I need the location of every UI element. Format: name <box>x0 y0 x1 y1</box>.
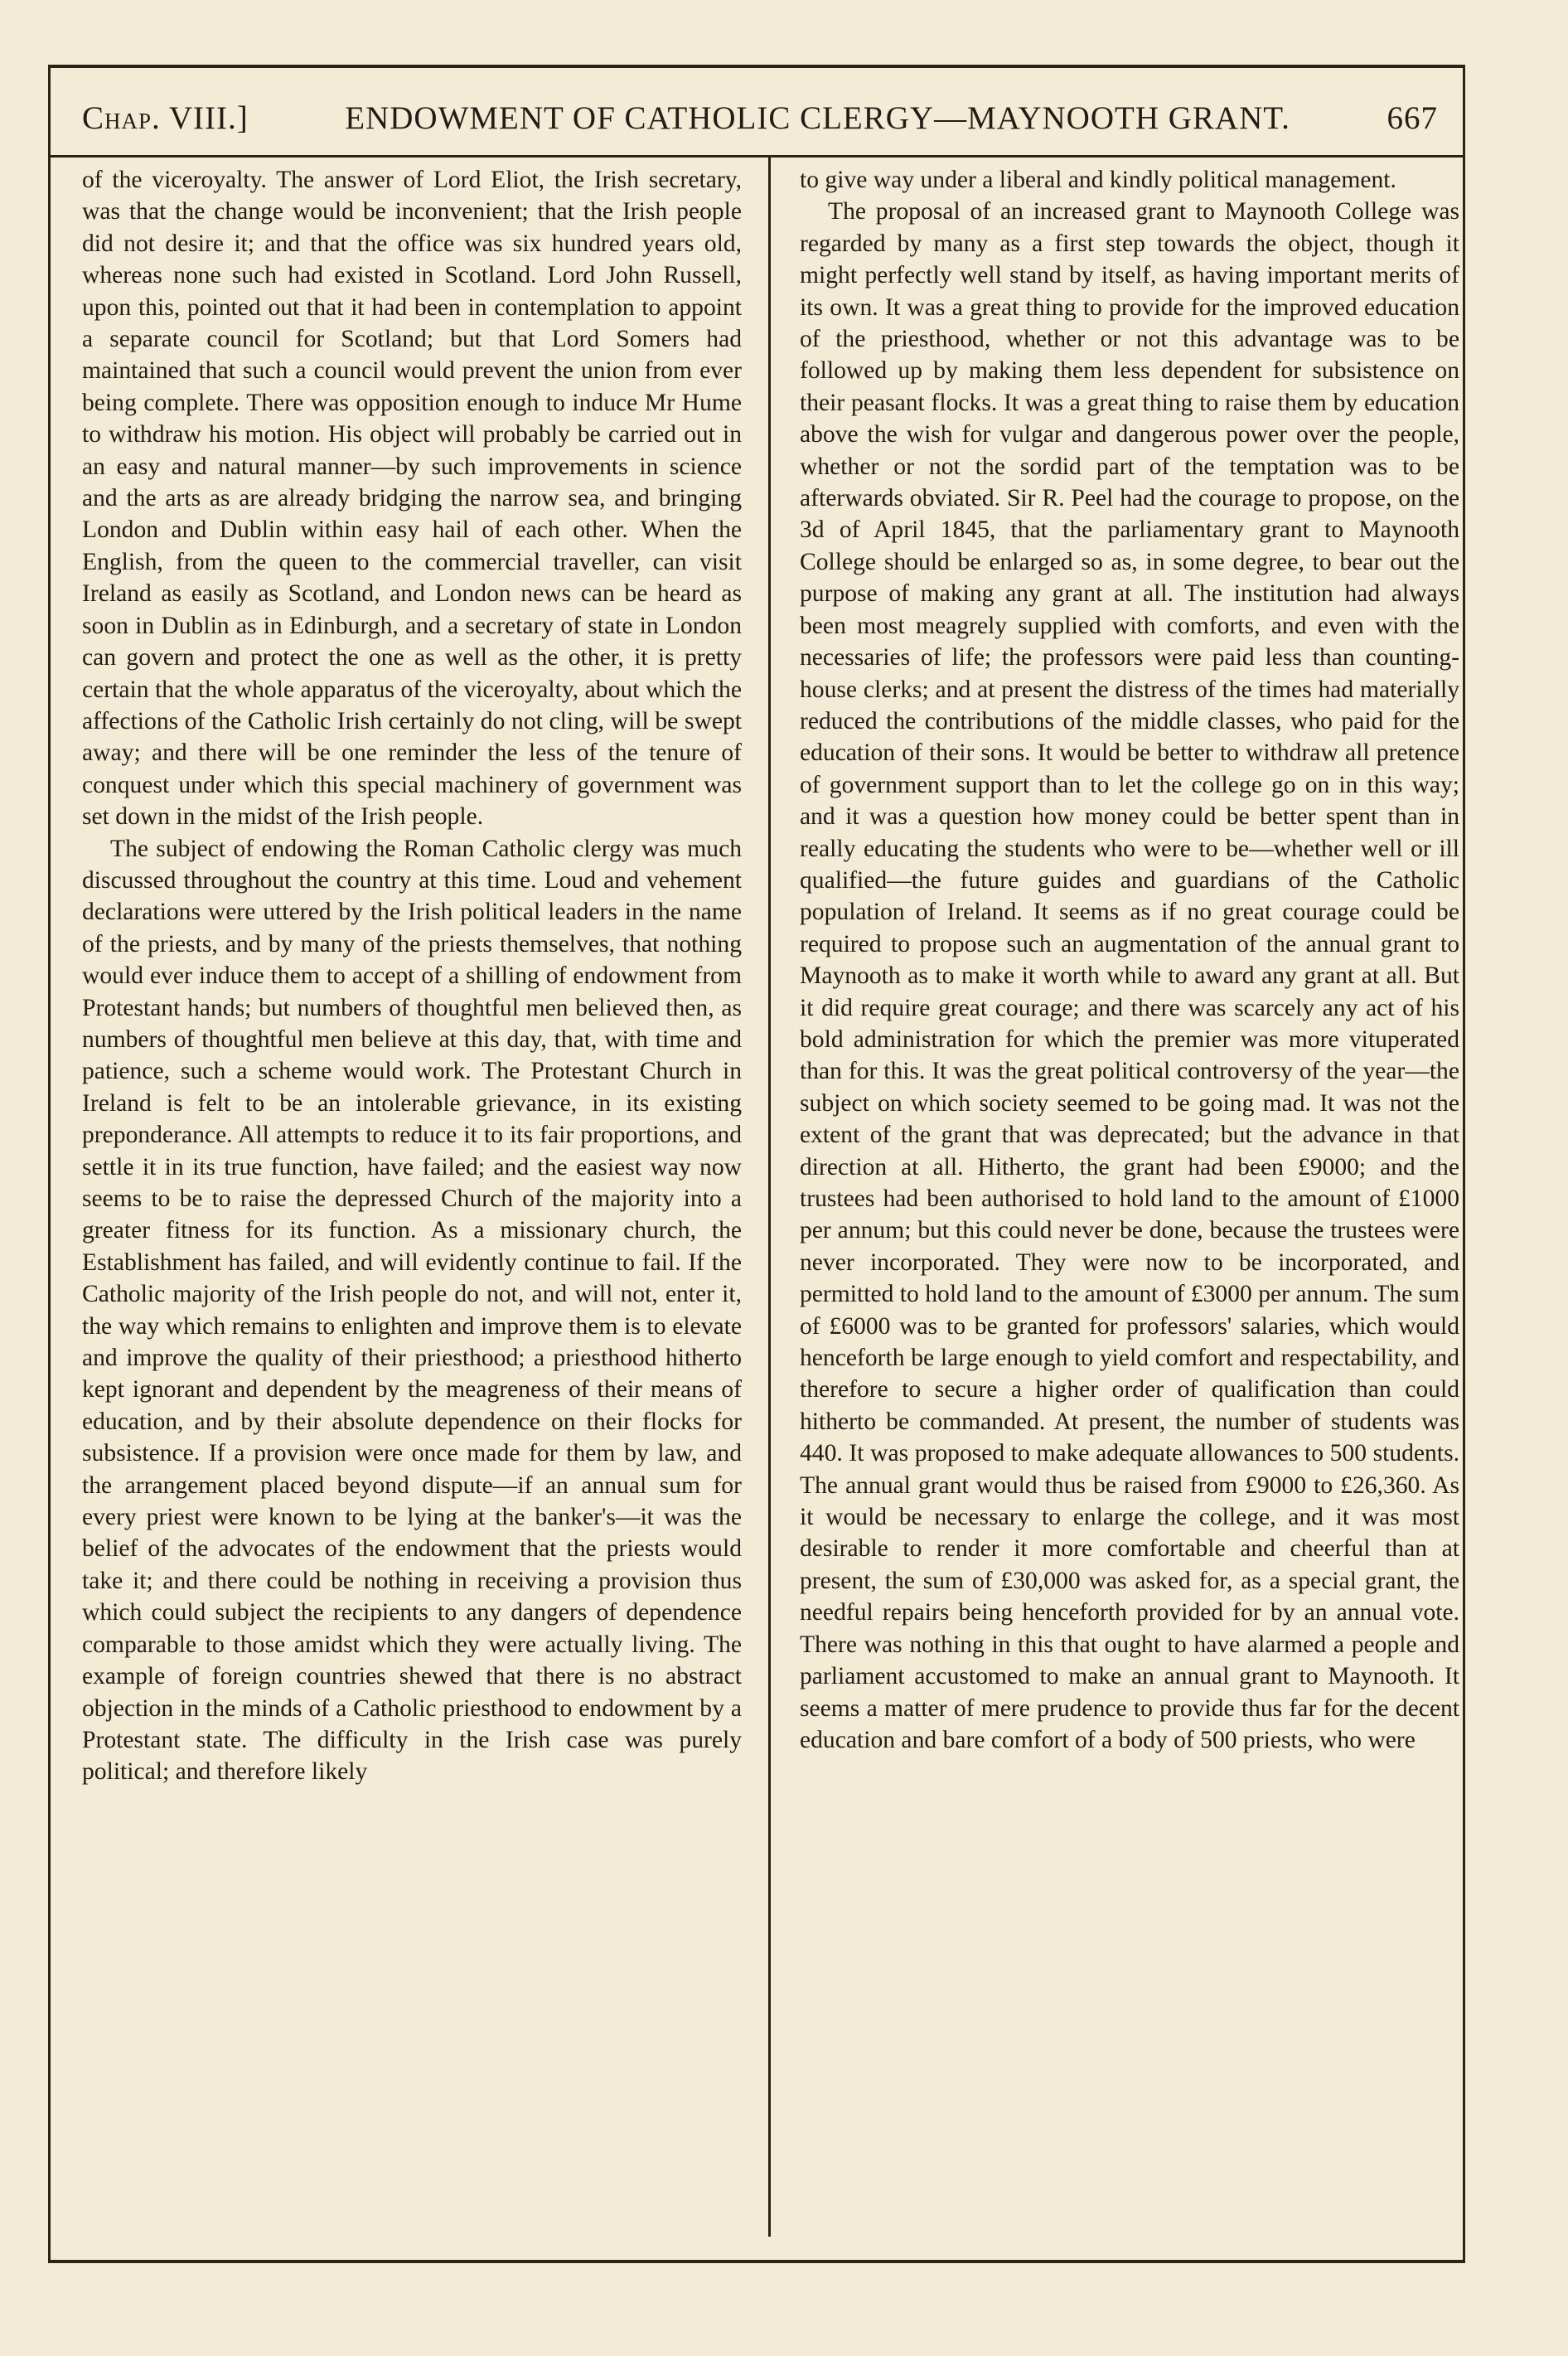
right-paragraph-1: to give way under a liberal and kindly political management. <box>800 167 1396 193</box>
left-column <box>82 164 742 1788</box>
left-paragraph-2: The subject of endowing the Roman Catholic clergy was much discussed throughout the country at this time. Loud and vehement declarations were uttered by the Irish political leaders in the name of the priests, and by many of the priests themselves, that nothing would ever induce them to accept of a shilling of endowment from Protestant hands; but numbers of thoughtful men believed then, as numbers of thoughtful men believe at this day, that, with time and patience, such a scheme would work. The Protestant Church in Ireland is felt to be an intolerable grievance, in its existing preponderance. All attempts to reduce it to its fair proportions, and settle it in its true function, have failed; and the easiest way now seems to be to raise the depressed Church of the majority into a greater fitness for its function. As a missionary church, the Establishment has failed, and will evidently continue to fail. If the Catholic majority of the Irish people do not, and will not, enter it, the way which remains to enlighten and improve them is to elevate and improve the quality of their priesthood; a priesthood hitherto kept ignorant and dependent by the meagreness of their means of education, and by their absolute dependence on their flocks for subsistence. If a provision were once made for them by law, and the arrangement placed beyond dispute—if an annual sum for every priest were known to be lying at the banker's—it was the belief of the advocates of the endowment that the priests would take it; and there could be nothing in receiving a provision thus which could subject the recipients to any dangers of dependence comparable to those amidst which they were actually living. The example of foreign countries shewed that there is no abstract objection in the minds of a Catholic priesthood to endowment by a Protestant state. The difficulty in the Irish case was purely political; and therefore likely <box>82 835 742 1786</box>
book-page <box>48 65 1465 2263</box>
left-paragraph-1: of the viceroyalty. The answer of Lord Eliot, the Irish secretary, was that the change would be inconvenient; that the Irish people did not desire it; and that the office was six hundred years old, whereas none such had existed in Scotland. Lord John Russell, upon this, pointed out that it had been in contemplation to appoint a separate council for Scotland; but that Lord Somers had maintained that such a council would prevent the union from ever being complete. There was opposition enough to induce Mr Hume to withdraw his motion. His object will probably be carried out in an easy and natural manner—by such improvements in science and the arts as are already bridging the narrow sea, and bringing London and Dublin within easy hail of each other. When the English, from the queen to the commercial traveller, can visit Ireland as easily as Scotland, and London news can be heard as soon in Dublin as in Edinburgh, and a secretary of state in London can govern and protect the one as well as the other, it is pretty certain that the whole apparatus of the viceroyalty, about which the affections of the Catholic Irish certainly do not cling, will be swept away; and there will be one reminder the less of the tenure of conquest under which this special machinery of government was set down in the midst of the Irish people. <box>82 167 742 831</box>
running-header <box>51 81 1463 158</box>
right-paragraph-2: The proposal of an increased grant to Maynooth College was regarded by many as a first step towards the object, though it might perfectly well stand by itself, as having important merits of its own. It was a great thing to provide for the improved education of the priesthood, whether or not this advantage was to be followed up by making them less dependent for subsistence on their peasant flocks. It was a great thing to raise them by education above the wish for vulgar and dangerous power over the people, whether or not the sordid part of the temptation was to be afterwards obviated. Sir R. Peel had the courage to propose, on the 3d of April 1845, that the parliamentary grant to Maynooth College should be enlarged so as, in some degree, to bear out the purpose of making any grant at all. The institution had always been most meagrely supplied with comforts, and even with the necessaries of life; the professors were paid less than counting-house clerks; and at present the distress of the times had materially reduced the contributions of the middle classes, who paid for the education of their sons. It would be better to withdraw all pretence of government support than to let the college go on in this way; and it was a question how money could be better spent than in really educating the students who were to be—whether well or ill qualified—the future guides and guardians of the Catholic population of Ireland. It seems as if no great courage could be required to propose such an augmentation of the annual grant to Maynooth as to make it worth while to award any grant at all. But it did require great courage; and there was scarcely any act of his bold administration for which the premier was more vituperated than for this. It was the great political controversy of the year—the subject on which society seemed to be going mad. It was not the extent of the grant that was deprecated; but the advance in that direction at all. Hitherto, the grant had been £9000; and the trustees had been authorised to hold land to the amount of £1000 per annum; but this could never be done, because the trustees were never incorporated. They were now to be incorporated, and permitted to hold land to the amount of £3000 per annum. The sum of £6000 was to be granted for professors' salaries, which would henceforth be large enough to yield comfort and respectability, and therefore to secure a higher order of qualification than could hitherto be commanded. At present, the number of students was 440. It was proposed to make adequate allowances to 500 students. The annual grant would thus be raised from £9000 to £26,360. As it would be necessary to enlarge the college, and it was most desirable to render it more comfortable and cheerful than at present, the sum of £30,000 was asked for, as a special grant, the needful repairs being henceforth provided for by an annual vote. There was nothing in this that ought to have alarmed a people and parliament accustomed to make an annual grant to Maynooth. It seems a matter of mere prudence to provide thus far for the decent education and bare comfort of a body of 500 priests, who were <box>800 198 1459 1753</box>
chapter-label <box>82 99 249 137</box>
page-title: ENDOWMENT OF CATHOLIC CLERGY—MAYNOOTH GRANT. <box>345 100 1290 136</box>
right-column <box>800 164 1459 1756</box>
page-number: 667 <box>1387 100 1438 136</box>
chapter-number: VIII.] <box>168 100 249 136</box>
chapter-prefix: Chap. <box>82 100 161 136</box>
column-divider <box>768 158 771 2237</box>
text-columns <box>51 158 1463 2260</box>
